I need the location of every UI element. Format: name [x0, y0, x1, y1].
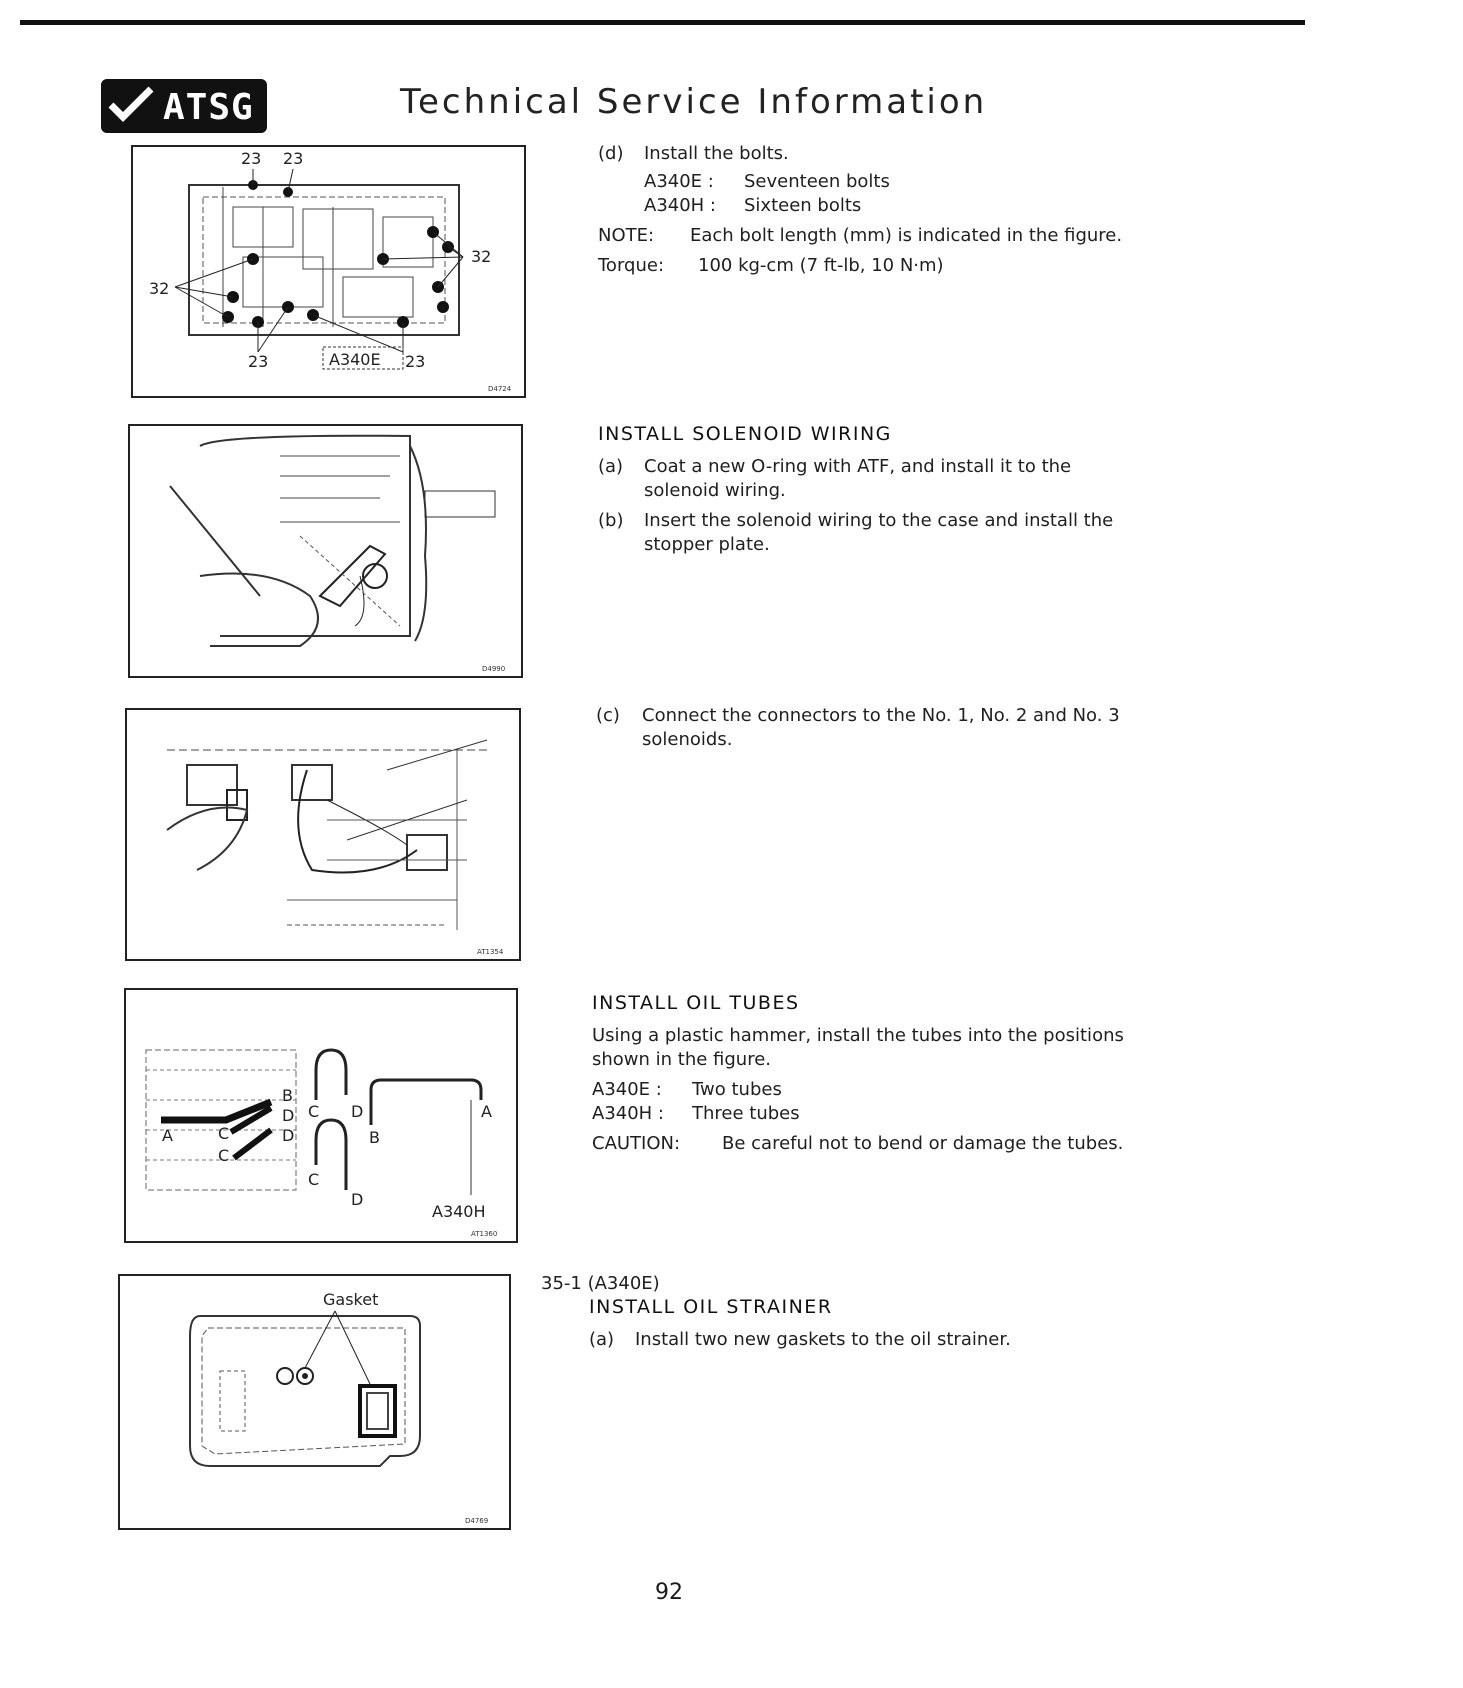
- torque-value: 100 kg-cm (7 ft-lb, 10 N·m): [698, 255, 944, 276]
- tube-label: A: [162, 1126, 173, 1145]
- figure-code: AT1360: [471, 1230, 498, 1238]
- tube-label: D: [282, 1106, 295, 1125]
- logo-text: ATSG: [163, 87, 254, 128]
- figure-code: D4769: [465, 1517, 489, 1525]
- bolt-length-label: 23: [283, 149, 304, 168]
- page-number: 92: [655, 1580, 683, 1605]
- model-value: Seventeen bolts: [744, 171, 890, 192]
- note-text: Each bolt length (mm) is indicated in the figure.: [690, 225, 1123, 246]
- page-title: Technical Service Information: [400, 82, 988, 122]
- oil-tubes-heading: INSTALL OIL TUBES: [592, 992, 800, 1014]
- model-label: A340H :: [592, 1103, 664, 1124]
- model-value: Sixteen bolts: [744, 195, 862, 216]
- tube-label: C: [308, 1170, 320, 1189]
- connectors-step: [596, 704, 1141, 752]
- figure-code: AT1354: [477, 948, 504, 956]
- solenoid-heading: INSTALL SOLENOID WIRING: [598, 423, 892, 445]
- bolts-section: [598, 142, 1158, 278]
- top-rule: [20, 20, 1305, 25]
- model-label: A340H :: [644, 195, 716, 216]
- strainer-number: 35-1 (A340E): [541, 1273, 660, 1294]
- tube-label: B: [282, 1086, 293, 1105]
- tube-label: A: [481, 1102, 492, 1121]
- note-label: NOTE:: [598, 225, 655, 246]
- atsg-logo: [101, 79, 267, 133]
- figure-solenoid-wiring: [128, 424, 523, 678]
- figure-valve-body-bolts: [131, 145, 526, 398]
- bolt-length-label: 32: [471, 247, 492, 266]
- model-label: A340H: [432, 1202, 486, 1221]
- caution-label: CAUTION:: [592, 1133, 681, 1154]
- tube-label: B: [369, 1128, 380, 1147]
- model-value: Three tubes: [692, 1103, 800, 1124]
- figure-oil-strainer: [118, 1274, 511, 1530]
- strainer-heading: INSTALL OIL STRAINER: [589, 1296, 833, 1318]
- step-key: (d): [598, 143, 624, 164]
- step-text: Insert the solenoid wiring to the case and install the stopper plate.: [644, 510, 1114, 555]
- gasket-label: Gasket: [323, 1290, 379, 1309]
- step-text: Install the bolts.: [644, 143, 789, 164]
- step-key: (a): [589, 1329, 615, 1350]
- torque-label: Torque:: [598, 255, 665, 276]
- figure-code: D4990: [482, 665, 506, 673]
- oil-strainer-drawing: [120, 1276, 509, 1528]
- solenoid-connectors-drawing: [127, 710, 519, 959]
- step-key: (c): [596, 705, 620, 726]
- figure-solenoid-connectors: [125, 708, 521, 961]
- tube-label: C: [218, 1146, 230, 1165]
- model-value: Two tubes: [692, 1079, 782, 1100]
- tube-label: C: [308, 1102, 320, 1121]
- tube-label: D: [351, 1190, 364, 1209]
- oil-tubes-intro: Using a plastic hammer, install the tubes into the positions shown in the figure.: [592, 1025, 1124, 1070]
- strainer-step: [589, 1328, 1134, 1352]
- model-label: A340E :: [644, 171, 714, 192]
- bolt-length-label: 23: [405, 352, 426, 371]
- step-text: Coat a new O-ring with ATF, and install it to the solenoid wiring.: [644, 456, 1072, 501]
- figure-code: D4724: [488, 385, 512, 393]
- step-text: Connect the connectors to the No. 1, No. 2 and No. 3 solenoids.: [642, 705, 1120, 750]
- solenoid-wiring-drawing: [130, 426, 521, 676]
- caution-text: Be careful not to bend or damage the tubes.: [722, 1133, 1124, 1154]
- tube-label: C: [218, 1124, 230, 1143]
- step-key: (b): [598, 510, 624, 531]
- bolt-length-label: 32: [149, 279, 170, 298]
- solenoid-steps: [598, 455, 1143, 557]
- model-label: A340E: [329, 350, 381, 369]
- model-label: A340E :: [592, 1079, 662, 1100]
- bolt-length-label: 23: [248, 352, 269, 371]
- bolt-length-label: 23: [241, 149, 262, 168]
- step-key: (a): [598, 456, 624, 477]
- step-text: Install two new gaskets to the oil strainer.: [635, 1329, 1011, 1350]
- figure-oil-tubes: [124, 988, 518, 1243]
- tube-label: D: [282, 1126, 295, 1145]
- oil-tubes-section: [592, 1024, 1147, 1156]
- tube-label: D: [351, 1102, 364, 1121]
